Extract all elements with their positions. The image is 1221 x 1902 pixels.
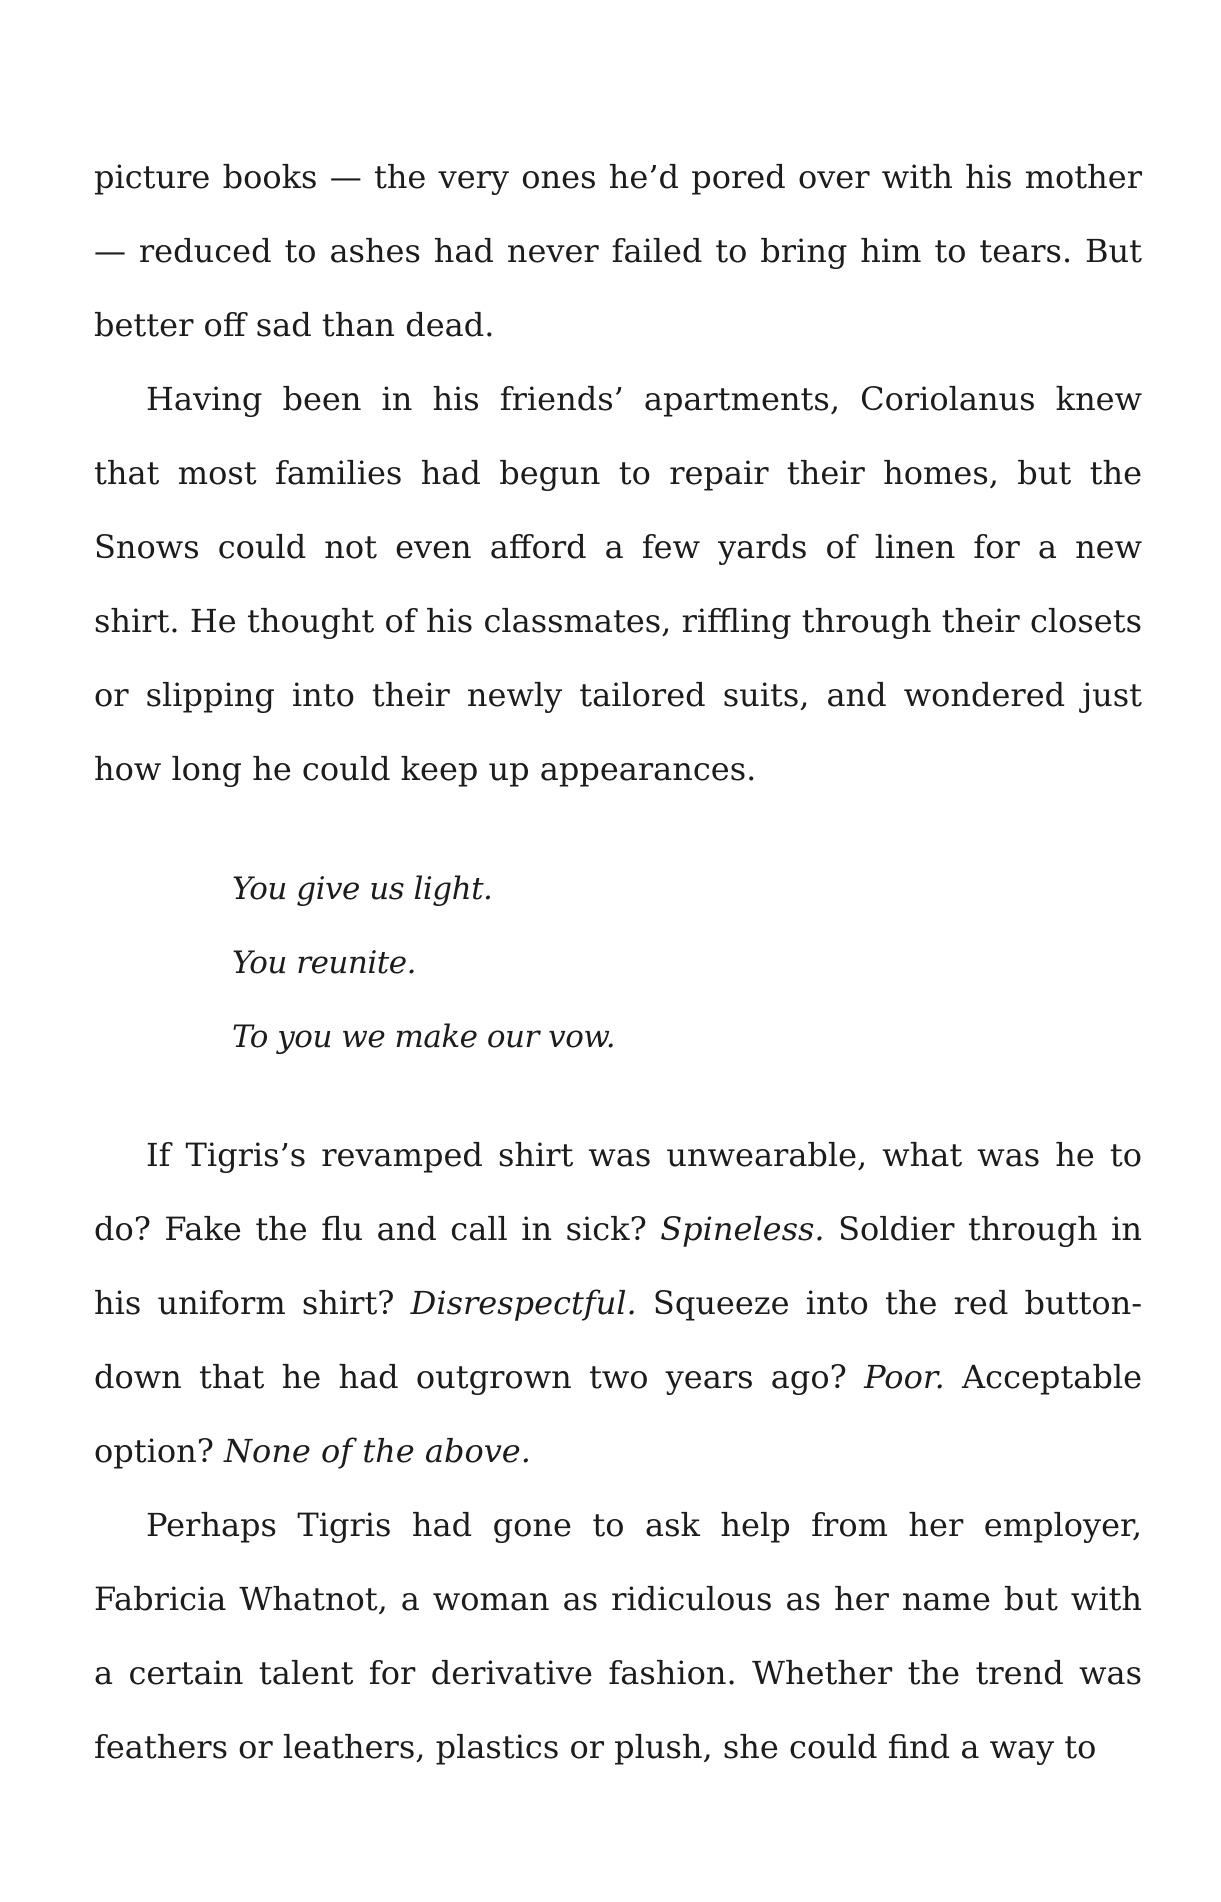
verse-line-3: To you we make our vow. (232, 1019, 616, 1055)
text-segment: Squeeze into the red button-down that he had outgrown two years ago? (94, 1284, 1143, 1396)
book-page (94, 140, 1142, 1784)
italic-answer: Disrespectful. (410, 1284, 637, 1322)
italic-answer: None of the above. (224, 1432, 531, 1470)
text-segment: If Tigris’s revamped shirt was unwearable, what was he to do? Fake the flu and call in sick? (94, 1136, 1142, 1248)
italic-answer: Poor. (864, 1358, 945, 1396)
paragraph-fabricia: Perhaps Tigris had gone to ask help from her employer, Fabricia Whatnot, a woman as ridiculous as her name but with a certain talent for derivative fashion. Whether the trend was feathers or leathers, plastics or plush, she could find a way to (94, 1506, 1142, 1766)
paragraph-continued: picture books — the very ones he’d pored over with his mother — reduced to ashes had never failed to bring him to tears. But better off sad than dead. (94, 158, 1142, 344)
paragraph-apartments: Having been in his friends’ apartments, Coriolanus knew that most families had begun to repair their homes, but the Snows could not even afford a few yards of linen for a new shirt. He thought of his classmates, riffling through their closets or slipping into their newly tailored suits, and wondered just how long he could keep up appearances. (94, 380, 1142, 788)
verse-line-1: You give us light. (232, 871, 493, 907)
verse-line-2: You reunite. (232, 945, 416, 981)
text-segment: Acceptable option? (94, 1358, 1143, 1470)
song-verse (232, 852, 1142, 1074)
text-segment: Soldier through in his uniform shirt? (94, 1210, 1143, 1322)
paragraph-shirt-options (94, 1118, 1142, 1488)
italic-answer: Spineless. (660, 1210, 825, 1248)
